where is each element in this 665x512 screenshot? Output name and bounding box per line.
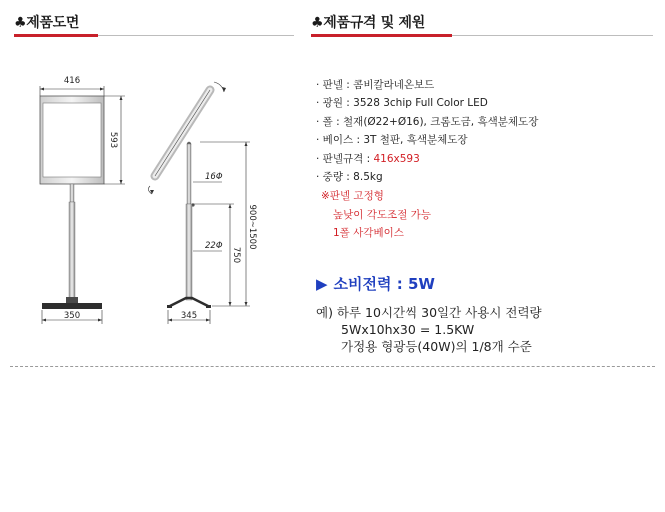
total-height-label: 900~1500 bbox=[247, 204, 257, 250]
title-text: ♣제품도면 bbox=[14, 15, 80, 31]
title-text: ♣제품규격 및 제원 bbox=[311, 15, 425, 31]
spec-item: · 중량 : 8.5kg bbox=[316, 171, 383, 184]
arrow-right-icon: ▶ bbox=[316, 275, 328, 293]
panel-height-label: 593 bbox=[108, 131, 118, 149]
front-pole-lower bbox=[69, 202, 75, 304]
pole-height-label: 750 bbox=[231, 246, 241, 264]
side-pole-lower bbox=[186, 204, 192, 300]
spec-item: · 폴 : 철재(Ø22+Ø16), 크롬도금, 흑색분체도장 bbox=[316, 115, 539, 128]
side-panel-line bbox=[155, 90, 210, 176]
total-height-dimension bbox=[200, 142, 257, 306]
pole-height-dimension bbox=[192, 204, 241, 306]
panel-size-highlight: 416x593 bbox=[373, 152, 420, 165]
pole-top-diameter-label: 16Φ bbox=[205, 172, 223, 182]
panel-face bbox=[43, 103, 101, 177]
width-dimension bbox=[40, 76, 104, 96]
note-item: ※판넬 고정형 bbox=[321, 190, 384, 202]
calc-line: 예) 하루 10시간씩 30일간 사용시 전력량 bbox=[316, 305, 542, 320]
notes bbox=[321, 187, 431, 243]
power-calculation bbox=[316, 304, 542, 355]
side-view bbox=[148, 82, 257, 324]
panel-width-label: 416 bbox=[63, 76, 81, 86]
spec-item: · 베이스 : 3T 철판, 흑색분체도장 bbox=[316, 134, 468, 147]
header-accent-right bbox=[311, 34, 452, 37]
product-drawing-title bbox=[14, 12, 79, 32]
power-text: 소비전력 : 5W bbox=[333, 275, 435, 293]
pole-bottom-diameter-label: 22Φ bbox=[205, 241, 223, 251]
front-base-label: 350 bbox=[63, 311, 81, 321]
front-base-dimension bbox=[42, 310, 102, 324]
spec-item: · 광원 : 3528 3chip Full Color LED bbox=[316, 97, 488, 110]
side-base-label: 345 bbox=[180, 311, 198, 321]
section-divider bbox=[10, 366, 655, 367]
front-base-plate bbox=[42, 303, 102, 309]
calc-line: 5Wx10hx30 = 1.5KW bbox=[341, 322, 475, 337]
front-pole-upper bbox=[70, 184, 74, 202]
product-spec-title bbox=[311, 12, 425, 32]
spec-list bbox=[316, 76, 538, 186]
height-dimension bbox=[104, 96, 125, 184]
note-item: 높낮이 각도조절 가능 bbox=[333, 208, 431, 221]
front-view bbox=[40, 76, 125, 324]
product-drawing bbox=[0, 44, 300, 344]
calc-line: 가정용 형광등(40W)의 1/8개 수준 bbox=[341, 339, 532, 354]
side-base-dimension bbox=[168, 310, 210, 324]
power-consumption bbox=[316, 273, 435, 294]
note-item: 1폴 사각베이스 bbox=[333, 227, 404, 239]
tilt-arc-top-icon bbox=[214, 82, 224, 92]
header-accent-left bbox=[14, 34, 98, 37]
spec-item: · 판넬규격 : 416x593 bbox=[316, 152, 420, 165]
side-pole-upper bbox=[187, 144, 191, 204]
spec-item: · 판넬 : 콤비칼라네온보드 bbox=[316, 79, 435, 91]
side-base-legs bbox=[170, 298, 208, 306]
